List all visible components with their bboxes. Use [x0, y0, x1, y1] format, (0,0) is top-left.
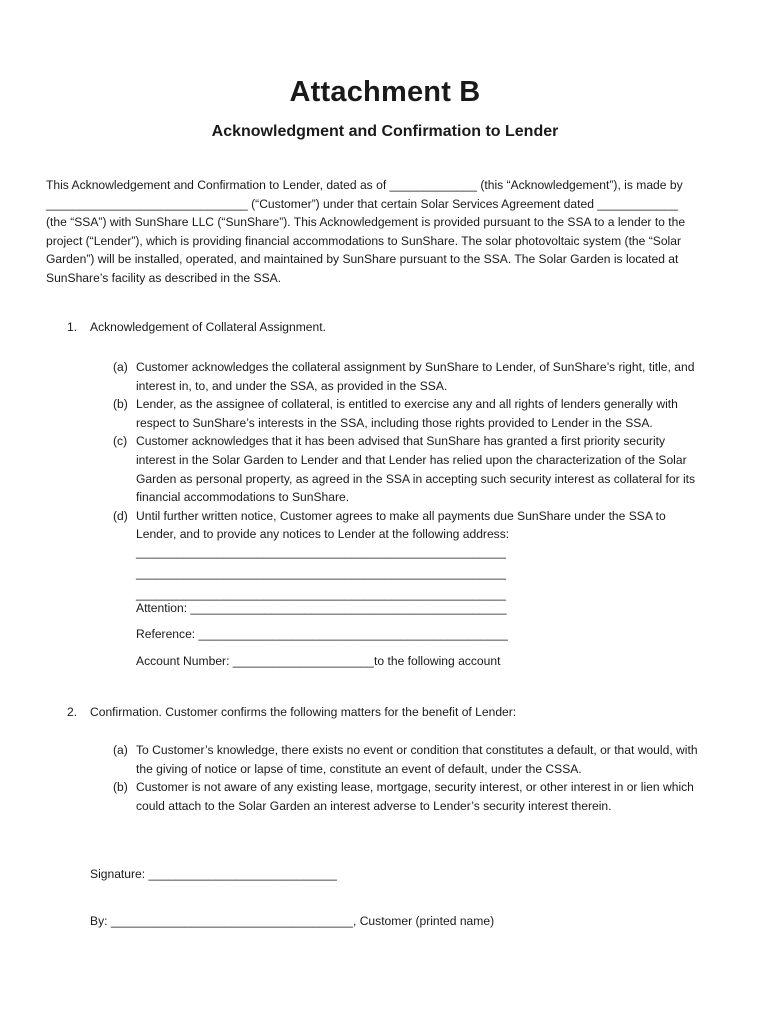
list-item-1c [113, 432, 733, 506]
item-letter: (c) [113, 434, 128, 449]
section-2-heading [67, 703, 516, 722]
intro-line: Garden”) will be installed, operated, and maintained by SunShare pursuant to the SSA. The Solar Garden is located at [46, 252, 679, 267]
section-1-items [113, 358, 733, 544]
intro-line: (the “SSA”) with SunShare LLC (“SunShare”). This Acknowledgement is provided pursuant to the SSA to a lender to the [46, 215, 686, 230]
list-item-1a [113, 358, 733, 395]
section-title: Confirmation. Customer confirms the following matters for the benefit of Lender: [90, 705, 517, 719]
item-line: interest in the Solar Garden to Lender and that Lender has relied upon the characterization of the Solar [136, 452, 687, 467]
address-line-3: _______________________________________________________ [136, 587, 506, 601]
section-number: 1. [67, 320, 78, 334]
document-subtitle: Acknowledgment and Confirmation to Lender [211, 123, 559, 140]
intro-line: This Acknowledgement and Confirmation to Lender, dated as of _____________ (this “Acknowledgement”), is made by [46, 178, 683, 192]
item-line: financial accommodations to SunShare. [136, 490, 350, 505]
item-line: interest in, to, and under the SSA, as provided in the SSA. [136, 378, 448, 393]
section-title: Acknowledgement of Collateral Assignment. [90, 320, 326, 334]
section-2-items [113, 741, 733, 815]
item-line: Customer is not aware of any existing lease, mortgage, security interest, or other interest in or lien which [136, 780, 694, 795]
document-title: Attachment B [289, 76, 481, 108]
item-line: could attach to the Solar Garden an interest adverse to Lender’s security interest therein. [136, 798, 612, 813]
address-line-1: _______________________________________________________ [136, 545, 506, 559]
item-letter: (b) [113, 780, 128, 795]
item-line: Garden as personal property, as agreed in the SSA in accepting such security interest as collateral for its [136, 471, 696, 486]
item-line: Lender, as the assignee of collateral, is entitled to exercise any and all rights of lenders generally with [136, 397, 678, 412]
intro-line: ______________________________ (“Customer”) under that certain Solar Services Agreement dated ____________ [46, 196, 679, 211]
section-1-heading [67, 318, 326, 337]
address-line-2: _______________________________________________________ [136, 566, 506, 580]
intro-line: SunShare’s facility as described in the SSA. [46, 270, 282, 285]
item-line: To Customer’s knowledge, there exists no event or condition that constitutes a default, or that would, with [136, 743, 698, 757]
item-letter: (a) [113, 360, 128, 374]
signature-line: Signature: ____________________________ [90, 867, 337, 881]
section-number: 2. [67, 705, 78, 719]
account-number-line: Account Number: _____________________to the following account [136, 654, 501, 668]
attention-line: Attention: _______________________________________________ [136, 601, 507, 615]
list-item-2a [113, 741, 733, 778]
item-letter: (d) [113, 508, 128, 523]
printed-name-line: By: ____________________________________, Customer (printed name) [90, 914, 495, 928]
item-line: respect to SunShare’s interests in the SSA, including those rights provided to Lender in the SSA. [136, 415, 653, 430]
list-item-2b [113, 778, 733, 815]
item-line: the giving of notice or lapse of time, constitute an event of default, under the CSSA. [136, 761, 582, 776]
list-item-1b [113, 395, 733, 432]
item-line: Until further written notice, Customer agrees to make all payments due SunShare under the SSA to [136, 508, 666, 523]
reference-line: Reference: ______________________________________________ [136, 627, 508, 641]
item-line: Customer acknowledges that it has been advised that SunShare has granted a first priority security [136, 434, 666, 449]
item-line: Lender, and to provide any notices to Lender at the following address: [136, 527, 510, 542]
item-line: Customer acknowledges the collateral assignment by SunShare to Lender, of SunShare’s right, title, and [136, 360, 695, 374]
item-letter: (b) [113, 397, 128, 412]
list-item-1d [113, 507, 733, 544]
item-letter: (a) [113, 743, 128, 757]
intro-line: project (“Lender”), which is providing financial accommodations to SunShare. The solar photovoltaic system (the “Solar [46, 233, 681, 248]
intro-paragraph [46, 176, 726, 288]
